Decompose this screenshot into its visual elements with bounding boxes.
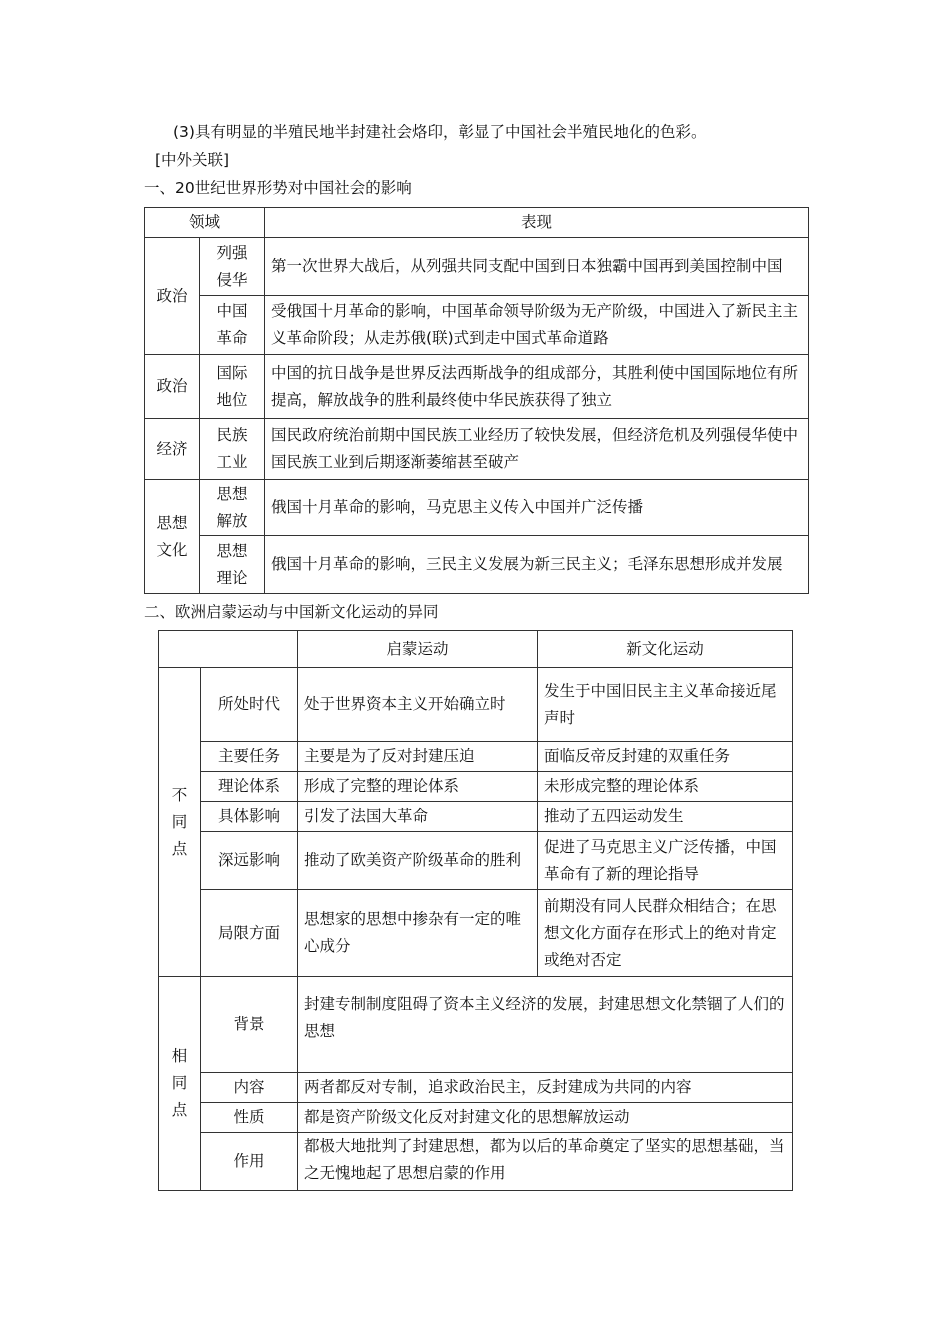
heading-world-situation: 一、20世纪世界形势对中国社会的影响 bbox=[144, 179, 412, 197]
same-cell: 封建专制制度阻碍了资本主义经济的发展，封建思想文化禁锢了人们的思想 bbox=[298, 977, 793, 1073]
same-cell: 两者都反对专制，追求政治民主，反封建成为共同的内容 bbox=[298, 1073, 793, 1103]
item-label: 深远影响 bbox=[201, 832, 298, 890]
row-text: 中国的抗日战争是世界反法西斯战争的组成部分，其胜利使中国国际地位有所提高，解放战争的胜利最终使中华民族获得了独立 bbox=[265, 355, 809, 419]
section-tag: [中外关联] bbox=[155, 151, 230, 169]
point-3-text: (3)具有明显的半殖民地半封建社会烙印，彰显了中国社会半殖民地化的色彩。 bbox=[173, 123, 707, 141]
enlightenment-cell: 主要是为了反对封建压迫 bbox=[298, 742, 538, 772]
sub-text: 国际地位 bbox=[216, 363, 248, 409]
header-new-culture: 新文化运动 bbox=[538, 631, 793, 668]
item-label: 局限方面 bbox=[201, 890, 298, 977]
item-label: 内容 bbox=[201, 1073, 298, 1103]
same-cell: 都是资产阶级文化反对封建文化的思想解放运动 bbox=[298, 1103, 793, 1133]
same-label-text: 相同点 bbox=[171, 1047, 188, 1119]
group-thought-culture bbox=[145, 480, 200, 594]
enlightenment-cell: 处于世界资本主义开始确立时 bbox=[298, 668, 538, 742]
sub-text: 思想解放 bbox=[216, 484, 248, 530]
world-impact-table bbox=[144, 207, 809, 594]
header-performance: 表现 bbox=[265, 208, 809, 238]
enlightenment-cell: 引发了法国大革命 bbox=[298, 802, 538, 832]
new-culture-cell: 面临反帝反封建的双重任务 bbox=[538, 742, 793, 772]
item-label: 具体影响 bbox=[201, 802, 298, 832]
sub-label bbox=[200, 238, 265, 296]
row-text: 第一次世界大战后，从列强共同支配中国到日本独霸中国再到美国控制中国 bbox=[265, 238, 809, 296]
enlightenment-cell: 形成了完整的理论体系 bbox=[298, 772, 538, 802]
sub-label bbox=[200, 536, 265, 594]
sub-text: 思想理论 bbox=[216, 541, 248, 587]
new-culture-cell: 前期没有同人民群众相结合；在思想文化方面存在形式上的绝对肯定或绝对否定 bbox=[538, 890, 793, 977]
same-label bbox=[159, 977, 201, 1191]
diff-label-text: 不同点 bbox=[171, 785, 188, 858]
same-cell: 都极大地批判了封建思想，都为以后的革命奠定了坚实的思想基础，当之无愧地起了思想启蒙的作用 bbox=[298, 1133, 793, 1191]
enlightenment-cell: 推动了欧美资产阶级革命的胜利 bbox=[298, 832, 538, 890]
row-text: 国民政府统治前期中国民族工业经历了较快发展，但经济危机及列强侵华使中国民族工业到后期逐渐萎缩甚至破产 bbox=[265, 419, 809, 480]
new-culture-cell: 未形成完整的理论体系 bbox=[538, 772, 793, 802]
row-text: 受俄国十月革命的影响，中国革命领导阶级为无产阶级，中国进入了新民主主义革命阶段；从走苏俄(联)式到走中国式革命道路 bbox=[265, 296, 809, 355]
sub-label bbox=[200, 480, 265, 536]
group-economy: 经济 bbox=[145, 419, 200, 480]
enlightenment-cell: 思想家的思想中掺杂有一定的唯心成分 bbox=[298, 890, 538, 977]
sub-text: 民族工业 bbox=[216, 426, 248, 471]
diff-label bbox=[159, 668, 201, 977]
sub-text: 列强侵华 bbox=[216, 243, 248, 289]
corner-cell bbox=[159, 631, 298, 668]
new-culture-cell: 推动了五四运动发生 bbox=[538, 802, 793, 832]
header-field: 领域 bbox=[145, 208, 265, 238]
sub-label bbox=[200, 419, 265, 480]
heading-comparison: 二、欧洲启蒙运动与中国新文化运动的异同 bbox=[144, 603, 439, 621]
header-enlightenment: 启蒙运动 bbox=[298, 631, 538, 668]
item-label: 作用 bbox=[201, 1133, 298, 1191]
row-text: 俄国十月革命的影响，马克思主义传入中国并广泛传播 bbox=[265, 480, 809, 536]
group-politics: 政治 bbox=[145, 238, 200, 355]
row-text: 俄国十月革命的影响，三民主义发展为新三民主义；毛泽东思想形成并发展 bbox=[265, 536, 809, 594]
item-label: 理论体系 bbox=[201, 772, 298, 802]
sub-label bbox=[200, 296, 265, 355]
new-culture-cell: 发生于中国旧民主主义革命接近尾声时 bbox=[538, 668, 793, 742]
item-label: 所处时代 bbox=[201, 668, 298, 742]
new-culture-cell: 促进了马克思主义广泛传播，中国革命有了新的理论指导 bbox=[538, 832, 793, 890]
comparison-table bbox=[158, 630, 793, 1191]
item-label: 背景 bbox=[201, 977, 298, 1073]
group-text: 思想文化 bbox=[156, 513, 188, 559]
group-politics-2: 政治 bbox=[145, 355, 200, 419]
item-label: 主要任务 bbox=[201, 742, 298, 772]
sub-text: 中国革命 bbox=[216, 302, 248, 347]
sub-label bbox=[200, 355, 265, 419]
item-label: 性质 bbox=[201, 1103, 298, 1133]
